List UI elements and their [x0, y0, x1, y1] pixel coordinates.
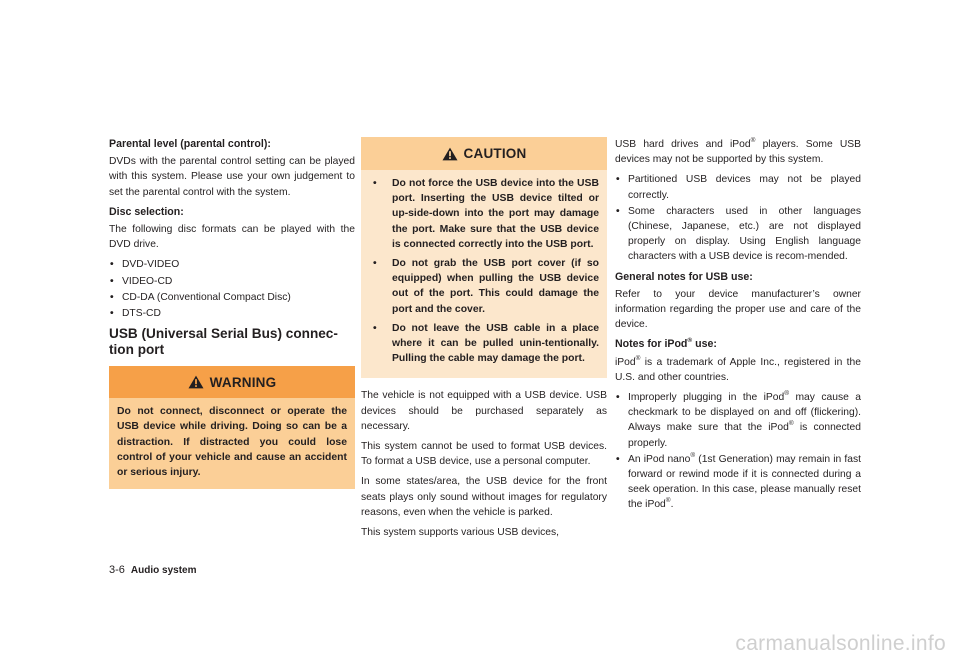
ipod-notes-list	[615, 390, 861, 513]
general-notes-text: Refer to your device manufacturer’s owner information regarding the proper use and care of the device.	[615, 288, 861, 331]
list-item: • Do not grab the USB port cover (if so equipped) when pulling the USB device out of the port. This could damage the port and the cover.	[373, 258, 599, 315]
caution-header	[361, 137, 607, 170]
bullet-icon: •	[616, 392, 620, 404]
column-middle	[361, 137, 607, 545]
warning-triangle-icon	[188, 375, 204, 389]
bullet-icon: •	[110, 259, 114, 271]
caution-list	[361, 170, 607, 366]
paragraph: USB hard drives and iPod® players. Some USB devices may not be supported by this system.	[615, 137, 861, 166]
paragraph: In some states/area, the USB device for the front seats plays only sound without images for regulatory reasons, even when the vehicle is parked.	[361, 476, 607, 518]
bullet-icon: •	[110, 308, 114, 320]
list-item: • DVD-VIDEO	[109, 257, 355, 272]
caution-triangle-icon	[442, 147, 458, 161]
column-right	[615, 137, 861, 518]
parental-heading: Parental level (parental control):	[109, 138, 271, 150]
bullet-icon: •	[616, 453, 620, 465]
paragraph: This system cannot be used to format USB devices. To format a USB device, use a personal computer.	[361, 441, 607, 468]
page-footer	[109, 564, 196, 576]
bullet-icon: •	[373, 178, 377, 189]
bullet-icon: •	[373, 322, 377, 334]
list-item: • VIDEO-CD	[109, 274, 355, 289]
list-item: • Do not force the USB device into the USB port. Inserting the USB device tilted or up-side-down into the port may damage the port. Make sure that the USB device is connected correctly into the USB port.	[373, 178, 599, 250]
section-name: Audio system	[130, 565, 197, 576]
list-item: • An iPod nano® (1st Generation) may remain in fast forward or rewind mode if it is connected during a seek operation. In this case, please manually reset the iPod®.	[616, 451, 861, 511]
disc-format-list	[109, 257, 355, 321]
list-item: • DTS-CD	[109, 306, 355, 321]
bullet-icon: •	[110, 291, 114, 303]
ipod-trademark-text: iPod® is a trademark of Apple Inc., registered in the U.S. and other countries.	[615, 354, 861, 383]
caution-label: CAUTION	[463, 146, 527, 161]
page-number: 3-6	[109, 564, 125, 576]
warning-box	[109, 366, 355, 489]
list-item: • CD-DA (Conventional Compact Disc)	[109, 290, 355, 305]
disc-text: The following disc formats can be played with the DVD drive.	[109, 224, 355, 251]
paragraph: The vehicle is not equipped with a USB device. USB devices should be purchased separately as necessary.	[361, 390, 607, 432]
ipod-notes-heading: Notes for iPod® use:	[615, 337, 717, 351]
bullet-icon: •	[616, 174, 620, 186]
list-item: • Partitioned USB devices may not be played correctly.	[616, 174, 861, 201]
list-item: • Improperly plugging in the iPod® may cause a checkmark to be displayed on and off (flickering). Always make sure that the iPod® is connected properly.	[616, 390, 861, 449]
warning-text: Do not connect, disconnect or operate the USB device while driving. Doing so can be a distraction. If distracted you could lose control of your vehicle and cause an accident or serious injury.	[117, 406, 347, 479]
watermark: carmanualsonline.info	[735, 632, 946, 655]
column-left	[109, 137, 355, 489]
disc-heading: Disc selection:	[109, 205, 184, 218]
bullet-icon: •	[616, 205, 620, 217]
paragraph: This system supports various USB devices,	[361, 527, 559, 539]
parental-text: DVDs with the parental control setting can be played with this system. Please use your own judgement to set the parental control with the system.	[109, 156, 355, 198]
caution-box	[361, 137, 607, 378]
usb-notes-list	[615, 172, 861, 264]
bullet-icon: •	[373, 258, 377, 270]
general-notes-heading: General notes for USB use:	[615, 270, 753, 283]
list-item: • Some characters used in other languages (Chinese, Japanese, etc.) are not displayed properly on display. Using English language characters with a USB device is recom-mended.	[616, 205, 861, 263]
usb-section-title: USB (Universal Serial Bus) connec-tion port	[109, 326, 338, 358]
bullet-icon: •	[110, 275, 114, 287]
warning-label: WARNING	[209, 374, 277, 390]
list-item: • Do not leave the USB cable in a place where it can be pulled unin-tentionally. Pulling the cable may damage the port.	[373, 322, 599, 365]
warning-header	[109, 366, 355, 398]
